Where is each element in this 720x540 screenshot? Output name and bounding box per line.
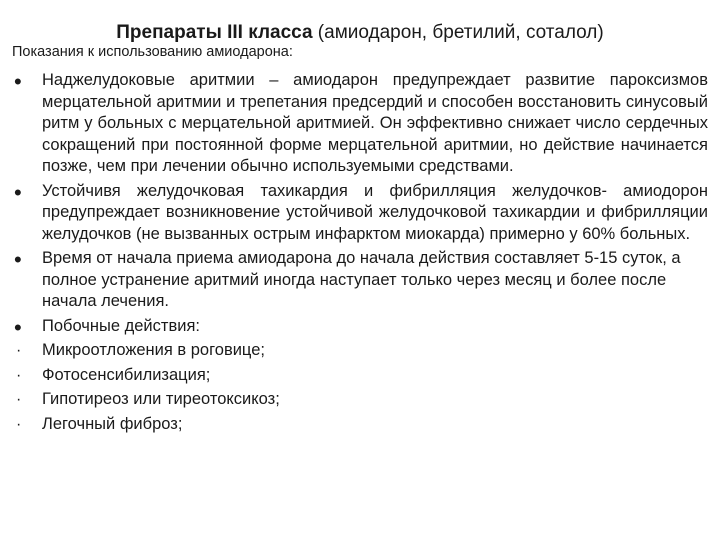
- bullet-icon: •: [14, 69, 22, 94]
- list-item-text: Наджелудоковые аритмии – амиодарон предупреждает развитие пароксизмов мерцательной аритмии и трепетания предсердий и способен восстановить синусовый ритм у больных с мерцательной аритмией. Он эффективно снижает число сердечных сокращений при постоянной форме мерцательной аритмии, но действие начинается позже, чем при лечении обычно используемыми средствами.: [42, 71, 708, 175]
- list-item: [12, 389, 708, 411]
- slide-title-bold: Препараты III класса: [116, 22, 313, 43]
- bullet-icon: •: [14, 179, 22, 205]
- slide-title-rest: (амиодарон, бретилий, соталол): [312, 22, 604, 43]
- list-item-text: Устойчивя желудочковая тахикардия и фибрилляция желудочков- амиодорон предупреждает возникновение устойчивой желудочковой тахикардии и фибрилляции желудочков (не вызванных острым инфарктом миокарда) примерно у 60% больных.: [42, 181, 708, 243]
- list-item-text: Гипотиреоз или тиреотоксикоз;: [42, 390, 280, 408]
- list-item-text: Легочный фиброз;: [42, 414, 183, 433]
- list-item-text: Фотосенсибилизация;: [42, 365, 211, 384]
- list-item: [12, 340, 708, 362]
- list-item: [12, 248, 708, 313]
- list-item: [12, 365, 708, 387]
- dot-icon: ·: [16, 415, 22, 433]
- list-item-text: Время от начала приема амиодарона до начала действия составляет 5-15 суток, а полное устранение аритмий иногда наступает только через месяц и более после начала лечения.: [42, 249, 681, 310]
- bullet-list: [12, 70, 708, 435]
- list-item-text: Побочные действия:: [42, 316, 200, 335]
- list-item: [12, 70, 708, 178]
- slide-subtitle: Показания к использованию амиодарона:: [12, 44, 293, 60]
- bullet-icon: •: [14, 247, 22, 272]
- list-item: [12, 181, 708, 246]
- list-item: [12, 414, 708, 436]
- list-item-text: Микроотложения в роговице;: [42, 341, 265, 359]
- dot-icon: ·: [16, 366, 22, 384]
- list-item: [12, 316, 708, 338]
- dot-icon: ·: [16, 342, 22, 359]
- dot-icon: ·: [16, 391, 22, 408]
- bullet-icon: •: [14, 314, 22, 340]
